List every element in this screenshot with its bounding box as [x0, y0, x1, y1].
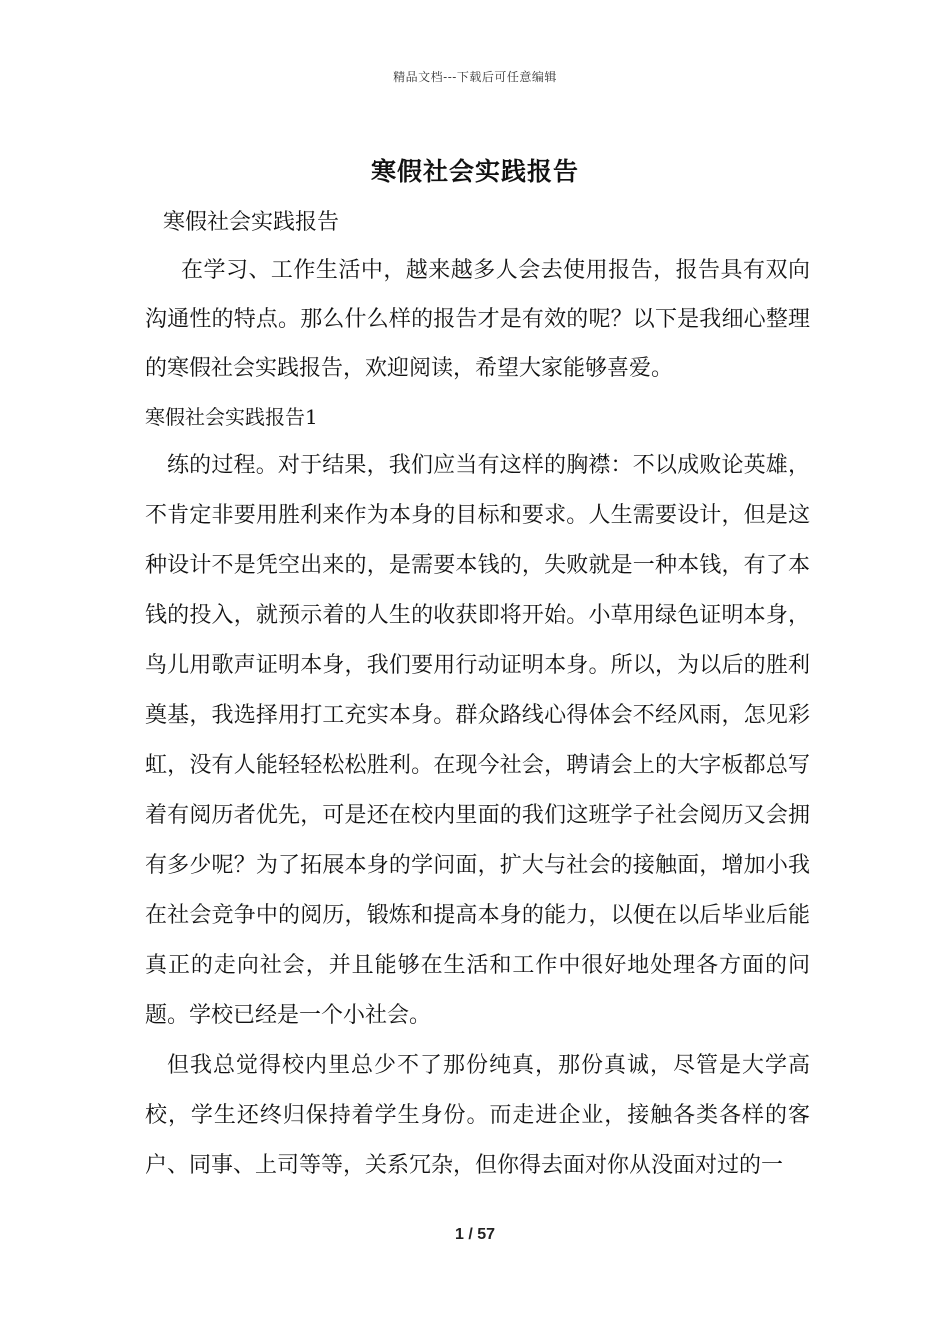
document-subtitle: 寒假社会实践报告 — [163, 210, 340, 235]
intro-paragraph: 在学习、工作生活中，越来越多人会去使用报告，报告具有双向沟通性的特点。那么什么样的报告才是有效的呢？以下是我细心整理的寒假社会实践报告，欢迎阅读，希望大家能够喜爱。 — [145, 258, 810, 381]
body-paragraph-1: 练的过程。对于结果，我们应当有这样的胸襟：不以成败论英雄，不肯定非要用胜利来作为本身的目标和要求。人生需要设计，但是这种设计不是凭空出来的，是需要本钱的，失败就是一种本钱，有了本钱的投入，就预示着的人生的收获即将开始。小草用绿色证明本身，鸟儿用歌声证明本身，我们要用行动证明本身。所以，为以后的胜利奠基，我选择用打工充实本身。群众路线心得体会不经风雨，怎见彩虹，没有人能轻轻松松胜利。在现今社会，聘请会上的大字板都总写着有阅历者优先，可是还在校内里面的我们这班学子社会阅历又会拥有多少呢？为了拓展本身的学问面，扩大与社会的接触面，增加小我在社会竞争中的阅历，锻炼和提高本身的能力，以便在以后毕业后能真正的走向社会，并且能够在生活和工作中很好地处理各方面的问题。学校已经是一个小社会。 — [145, 453, 810, 1028]
header-note: 精品文档---下载后可任意编辑 — [393, 70, 557, 84]
document-title: 寒假社会实践报告 — [370, 157, 579, 186]
document-body — [145, 200, 810, 1191]
section-heading: 寒假社会实践报告1 — [145, 405, 318, 429]
page-number: 1 / 57 — [454, 1226, 496, 1243]
body-paragraph-2: 但我总觉得校内里总少不了那份纯真，那份真诚，尽管是大学高校，学生还终归保持着学生身份。而走进企业，接触各类各样的客户、同事、上司等等，关系冗杂，但你得去面对你从没面对过的一 — [145, 1053, 810, 1178]
